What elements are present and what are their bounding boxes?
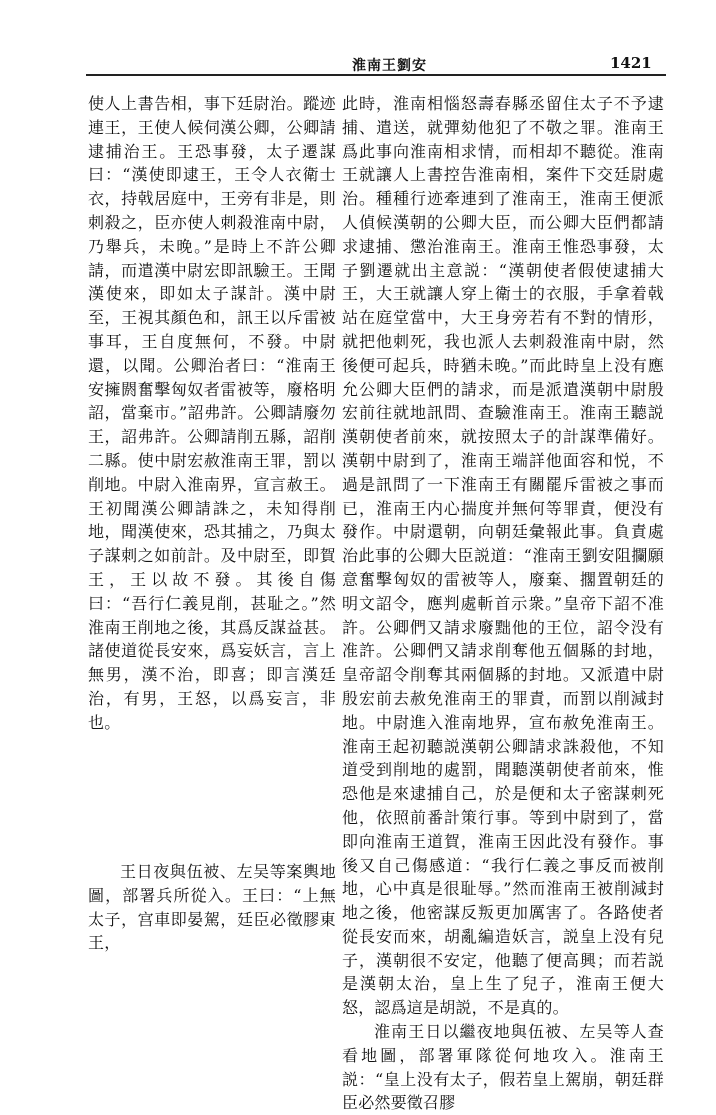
- classical-text-column: [88, 92, 336, 735]
- classical-text-column-bottom: [88, 860, 336, 955]
- translation-paragraph-2: 淮南王日以繼夜地與伍被、左吴等人查看地圖，部署軍隊從何地攻入。淮南王説：“皇上没有太子，假若皇上駕崩，朝廷群臣必然要徵召膠: [342, 1022, 664, 1113]
- classical-paragraph-bottom: 王日夜與伍被、左吴等案輿地圖，部署兵所從入。王曰：“上無太子，宫車即晏駕，廷臣必徵膠東王，: [88, 862, 336, 953]
- header-rule: [86, 74, 666, 76]
- classical-paragraph: 使人上書告相，事下廷尉治。蹤迹連王，王使人候伺漢公卿，公卿請逮捕治王。王恐事發，太子遷謀曰：“漢使即逮王，王令人衣衛士衣，持戟居庭中，王旁有非是，則刺殺之，臣亦使人刺殺淮南中尉，乃舉兵，未晚。”是時上不許公卿請，而遣漢中尉宏即訊驗王。王聞漢使來，即如太子謀計。漢中尉至，王視其顏色和，訊王以斥雷被事耳，王自度無何，不發。中尉還，以聞。公卿治者曰：“淮南王安擁閼奮擊匈奴者雷被等，廢格明詔，當棄市。”詔弗許。公卿請廢勿王，詔弗許。公卿請削五縣，詔削二縣。使中尉宏赦淮南王罪，罰以削地。中尉入淮南界，宣言赦王。王初聞漢公卿請誅之，未知得削地，聞漢使來，恐其捕之，乃與太子謀刺之如前計。及中尉至，即賀王，王以故不發。其後自傷曰：“吾行仁義見削，甚耻之。”然淮南王削地之後，其爲反謀益甚。諸使道從長安來，爲妄妖言，言上無男，漢不治，即喜；即言漢廷治，有男，王怒，以爲妄言，非也。: [88, 94, 336, 732]
- translation-column: [342, 92, 664, 1115]
- translation-paragraph-1: 此時，淮南相惱怒壽春縣丞留住太子不予逮捕、遣送，就彈劾他犯了不敬之罪。淮南王爲此事向淮南相求情，而相却不聽從。淮南王就讓人上書控告淮南相，案件下交廷尉處治。種種行迹牽連到了淮南王，淮南王便派人偵候漢朝的公卿大臣，而公卿大臣們都請求逮捕、懲治淮南王。淮南王惟恐事發，太子劉遷就出主意説：“漢朝使者假使逮捕大王，大王就讓人穿上衛士的衣服，手拿着戟站在庭堂當中，大王身旁若有不對的情形，就把他刺死，我也派人去刺殺淮南中尉，然後便可起兵，時猶未晚。”而此時皇上没有應允公卿大臣們的請求，而是派遣漢朝中尉殷宏前往就地訊問、查驗淮南王。淮南王聽説漢朝使者前來，就按照太子的計謀準備好。漢朝中尉到了，淮南王端詳他面容和悦，不過是訊問了一下淮南王有關罷斥雷被之事而已，淮南王内心揣度并無何等罪責，便没有發作。中尉還朝，向朝廷彙報此事。負責處治此事的公卿大臣説道：“淮南王劉安阻攔願意奮擊匈奴的雷被等人，廢棄、擱置朝廷的明文詔令，應判處斬首示衆。”皇帝下詔不准許。公卿們又請求廢黜他的王位，詔令没有准許。公卿們又請求削奪他五個縣的封地，皇帝詔令削奪其兩個縣的封地。又派遣中尉殷宏前去赦免淮南王的罪責，而罰以削減封地。中尉進入淮南地界，宣布赦免淮南王。淮南王起初聽説漢朝公卿請求誅殺他，不知道受到削地的處罰，聞聽漢朝使者前來，惟恐他是來逮捕自己，於是便和太子密謀刺死他，依照前番計策行事。等到中尉到了，當即向淮南王道賀，淮南王因此没有發作。事後又自己傷感道：“我行仁義之事反而被削地，心中真是很耻辱。”然而淮南王被削減封地之後，他密謀反叛更加厲害了。各路使者從長安而來，胡亂編造妖言，説皇上没有兒子，漢朝很不安定，他聽了便高興；而若説是漢朝太治，皇上生了兒子，淮南王便大怒，認爲這是胡説，不是真的。: [342, 94, 664, 1018]
- page-number: 1421: [610, 54, 652, 72]
- running-title: 淮南王劉安: [352, 58, 427, 74]
